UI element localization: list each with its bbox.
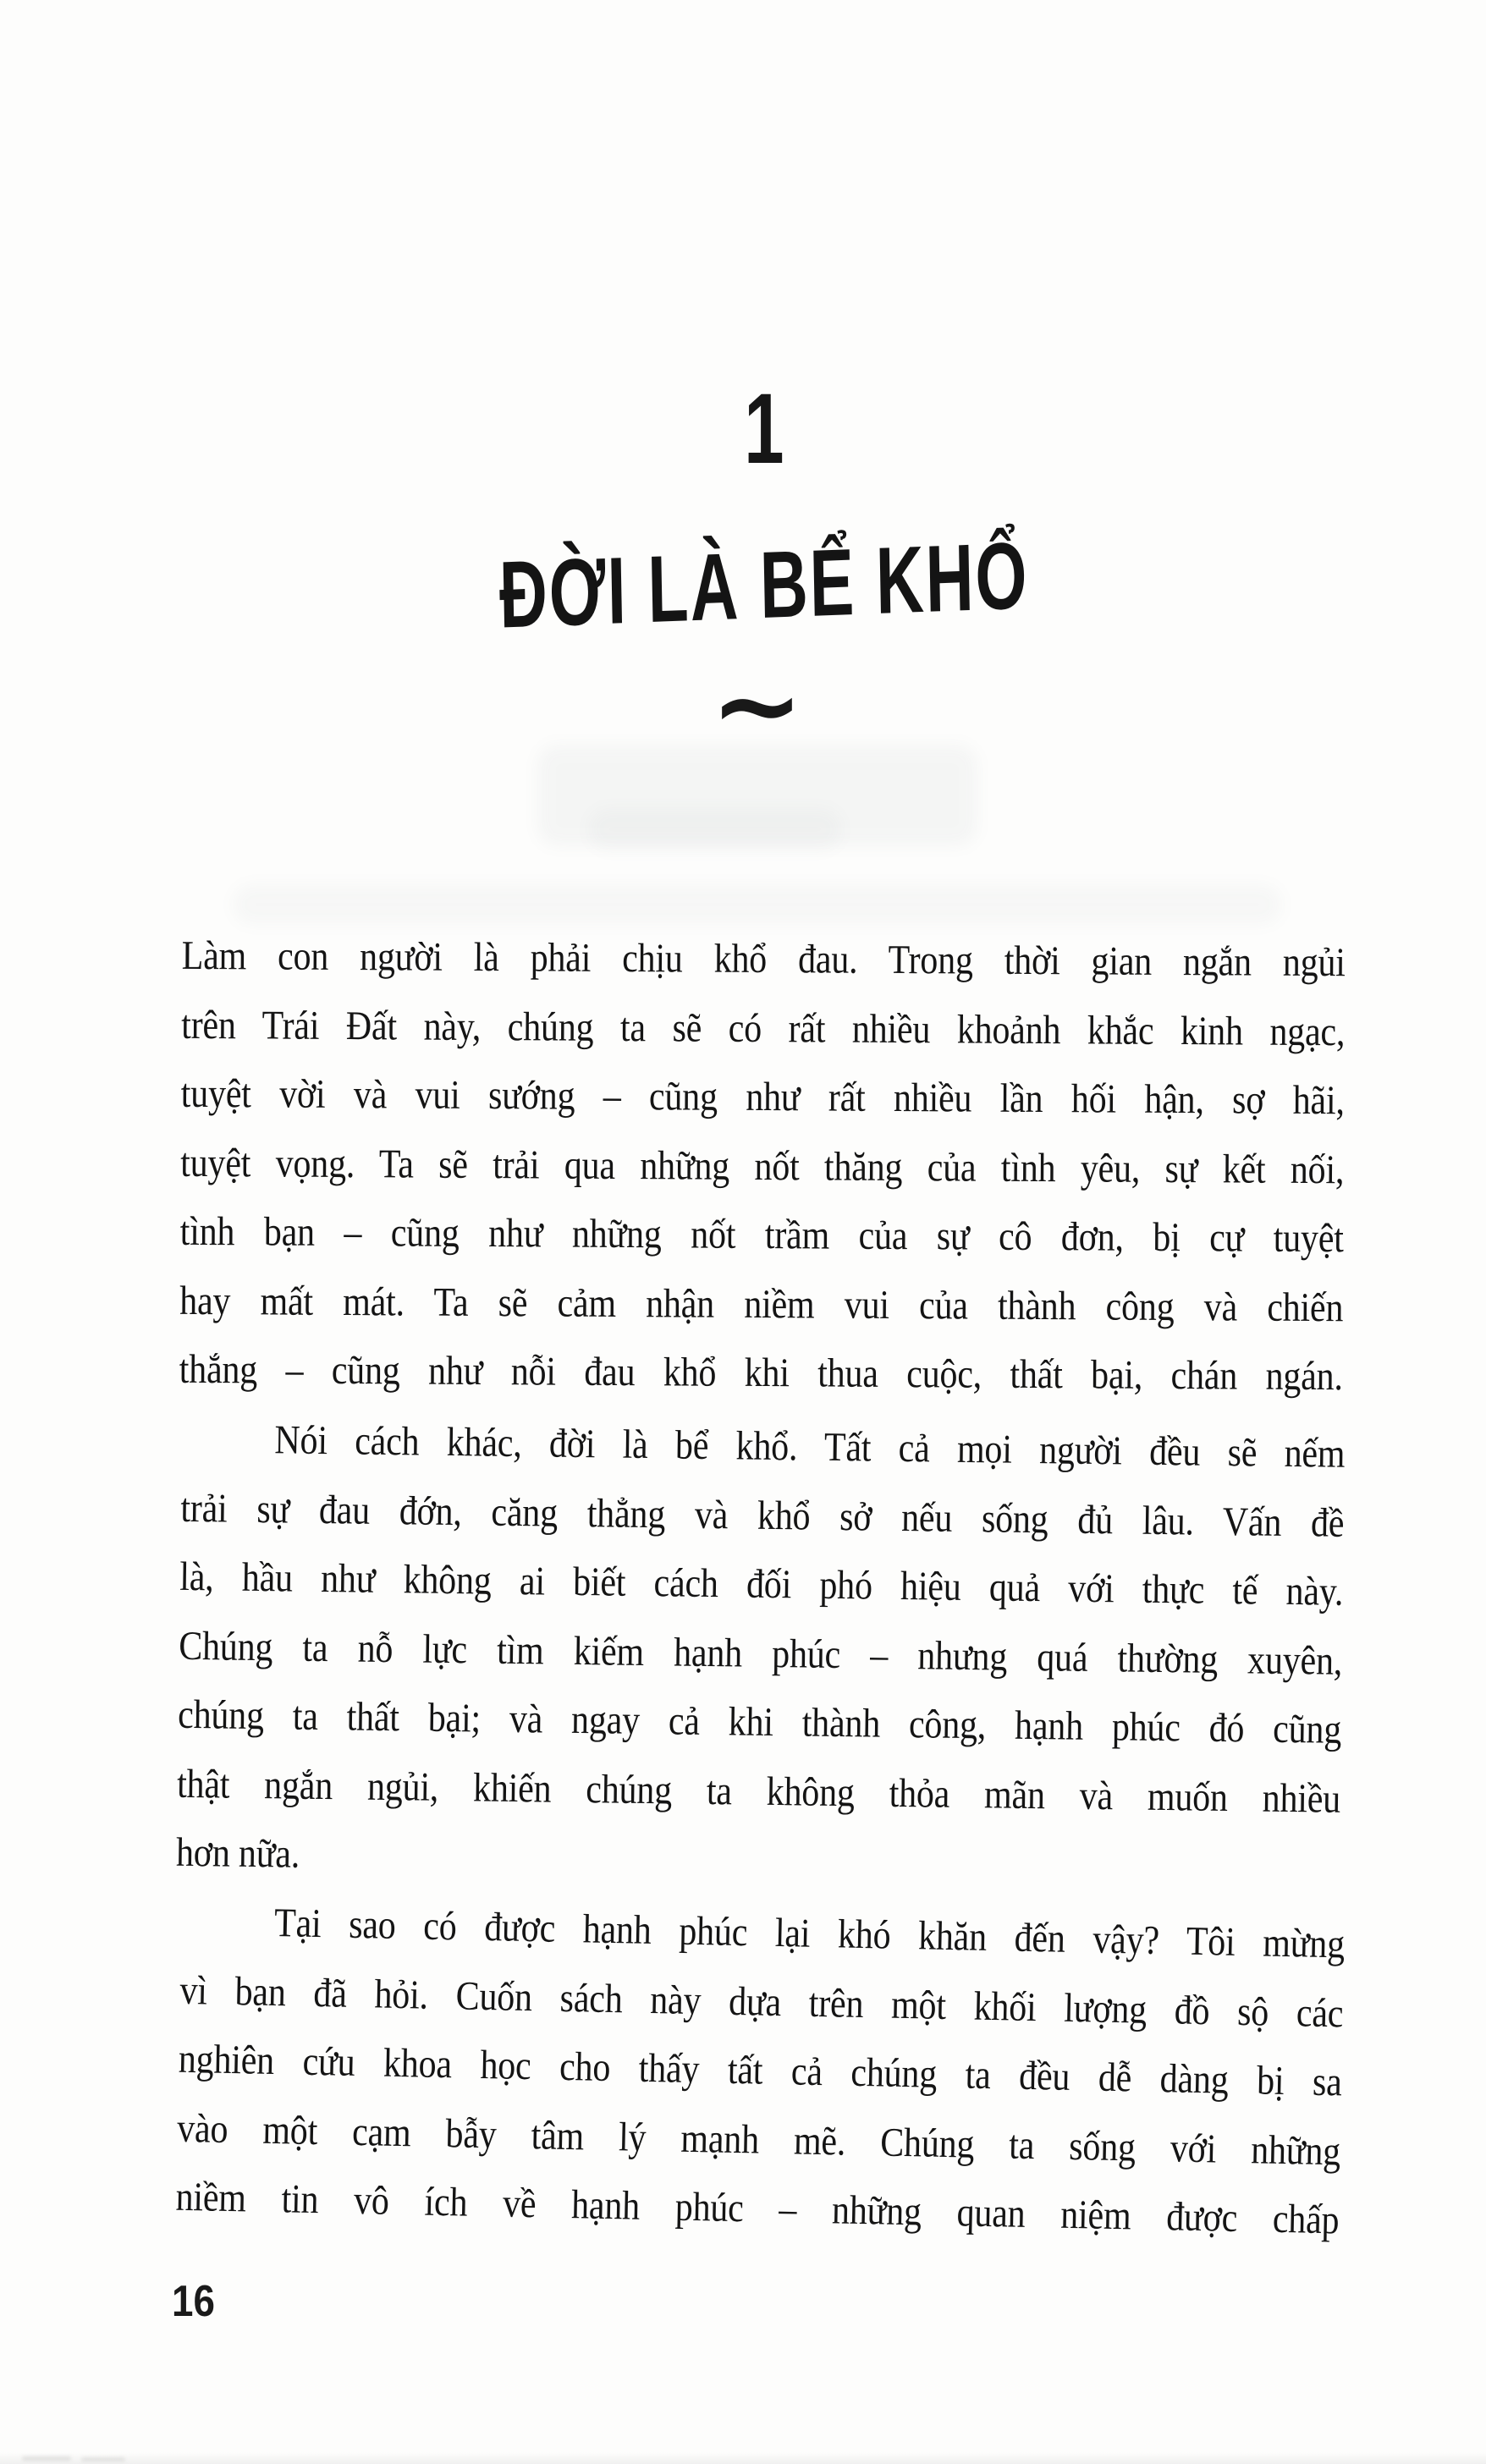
body-line: thắng – cũng như nỗi đau khổ khi thua cuộc, thất bại, chán ngán. [179,1347,1343,1400]
body-line: vào một cạm bẫy tâm lý mạnh mẽ. Chúng ta sống với những [176,2105,1341,2175]
body-line: Nói cách khác, đời là bể khổ. Tất cả mọi người đều sẽ nếm [274,1417,1346,1477]
body-line: nghiên cứu khoa học cho thấy tất cả chúng ta đều dễ dàng bị sa [178,2037,1343,2105]
page-number [172,2277,221,2326]
scan-edge-shade [0,2452,1486,2464]
page-number-text: 16 [172,2277,215,2326]
body-line: trải sự đau đớn, căng thẳng và khổ sở nếu sống đủ lâu. Vấn đề [180,1485,1345,1546]
body-line: hơn nữa. [175,1829,300,1877]
body-line: vì bạn đã hỏi. Cuốn sách này dựa trên một khối lượng đồ sộ các [179,1967,1344,2037]
body-line: niềm tin vô ích về hạnh phúc – những quan niệm được chấp [175,2175,1340,2243]
chapter-number [182,373,1346,485]
body-line: tuyệt vời và vui sướng – cũng như rất nhiều lần hối hận, sợ hãi, [180,1071,1345,1124]
body-line: là, hầu như không ai biết cách đối phó hiệu quả với thực tế này. [179,1554,1344,1614]
tilde-ornament-text: ~ [710,643,804,768]
paragraph-1 [179,922,1346,1412]
chapter-title [182,522,1346,648]
chapter-title-text: ĐỜI LÀ BỂ KHỔ [498,522,1030,648]
body-line: chúng ta thất bại; và ngay cả khi thành công, hạnh phúc đó cũng [177,1691,1342,1752]
body-line: Tại sao có được hạnh phúc lại khó khăn đến vậy? Tôi mừng [273,1900,1346,1967]
body-text [175,922,1346,2243]
body-line: Chúng ta nỗ lực tìm kiếm hạnh phúc – nhưng quá thường xuyên, [178,1623,1343,1684]
showthrough-ghost [588,808,842,850]
page-content [175,0,1346,2464]
body-line: hay mất mát. Ta sẽ cảm nhận niềm vui của thành công và chiến [179,1278,1344,1331]
body-line: tình bạn – cũng như những nốt trầm của sự cô đơn, bị cự tuyệt [179,1209,1344,1262]
body-line: tuyệt vọng. Ta sẽ trải qua những nốt thăng của tình yêu, sự kết nối, [180,1140,1345,1193]
paragraph-2 [176,1405,1346,1903]
body-line: trên Trái Đất này, chúng ta sẽ có rất nhiều khoảnh khắc kinh ngạc, [181,1002,1346,1055]
body-line: thật ngắn ngủi, khiến chúng ta không thỏa mãn và muốn nhiều [176,1761,1341,1822]
chapter-number-text: 1 [743,373,784,485]
body-line: Làm con người là phải chịu khổ đau. Trong thời gian ngắn ngủi [181,933,1346,986]
paragraph-3 [175,1888,1346,2256]
